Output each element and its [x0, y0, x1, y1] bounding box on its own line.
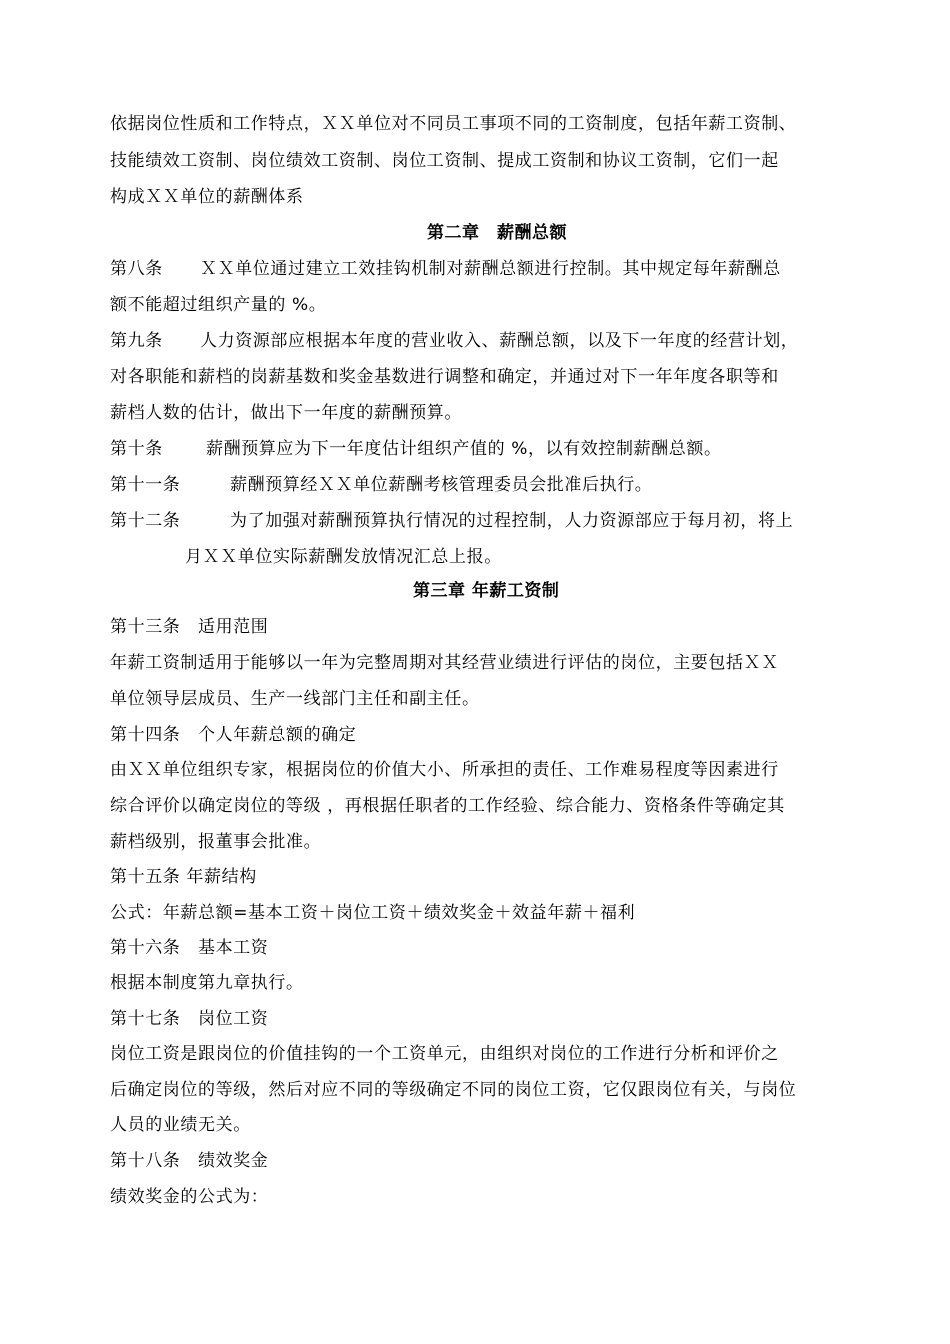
- article-8-number: 第八条: [110, 259, 163, 279]
- article-16-heading: 第十六条 基本工资: [110, 938, 269, 958]
- article-13-line-2: 单位领导层成员、生产一线部门主任和副主任。: [110, 689, 480, 709]
- article-14-line-2: 综合评价以确定岗位的等级 ，再根据任职者的工作经验、综合能力、资格条件等确定其: [110, 796, 785, 816]
- article-17-line-3: 人员的业绩无关。: [110, 1115, 251, 1135]
- article-18-heading: 第十八条 绩效奖金: [110, 1151, 269, 1171]
- article-18-line-1: 绩效奖金的公式为：: [110, 1187, 269, 1207]
- article-9-number: 第九条: [110, 331, 163, 351]
- article-17-line-1: 岗位工资是跟岗位的价值挂钩的一个工资单元，由组织对岗位的工作进行分析和评价之: [110, 1044, 779, 1064]
- article-16-line-1: 根据本制度第九章执行。: [110, 973, 304, 993]
- article-13-heading: 第十三条 适用范围: [110, 617, 269, 637]
- article-10-number: 第十条: [110, 439, 163, 459]
- article-11-text-1: 薪酬预算经ＸＸ单位薪酬考核管理委员会批准后执行。: [230, 475, 653, 495]
- article-8-line-2: 额不能超过组织产量的 %。: [110, 295, 327, 315]
- article-13-line-1: 年薪工资制适用于能够以一年为完整周期对其经营业绩进行评估的岗位，主要包括ＸＸ: [110, 653, 779, 673]
- article-9-line-3: 薪档人数的估计，做出下一年度的薪酬预算。: [110, 403, 462, 423]
- article-14-line-3: 薪档级别，报董事会批准。: [110, 832, 322, 852]
- article-17-heading: 第十七条 岗位工资: [110, 1009, 269, 1029]
- article-8-text-1: ＸＸ单位通过建立工效挂钩机制对薪酬总额进行控制。其中规定每年薪酬总: [200, 259, 781, 279]
- article-14-heading: 第十四条 个人年薪总额的确定: [110, 725, 357, 745]
- article-10-line-1: [110, 438, 722, 460]
- article-14-line-1: 由ＸＸ单位组织专家，根据岗位的价值大小、所承担的责任、工作难易程度等因素进行: [110, 760, 779, 780]
- article-8-line-1: [110, 258, 781, 280]
- article-12-number: 第十二条: [110, 511, 181, 531]
- article-11-line-1: [110, 474, 652, 496]
- intro-line-3: 构成ＸＸ单位的薪酬体系: [110, 187, 304, 207]
- article-15-heading: 第十五条 年薪结构: [110, 867, 257, 887]
- intro-line-1: 依据岗位性质和工作特点，ＸＸ单位对不同员工事项不同的工资制度，包括年薪工资制、: [110, 114, 797, 134]
- article-10-text-1: 薪酬预算应为下一年度估计组织产值的 %，以有效控制薪酬总额。: [206, 439, 722, 459]
- article-11-number: 第十一条: [110, 475, 181, 495]
- chapter-2-title: 第二章 薪酬总额: [427, 223, 567, 243]
- article-12-line-1: [110, 510, 793, 532]
- article-12-line-2: 月ＸＸ单位实际薪酬发放情况汇总上报。: [185, 547, 502, 567]
- article-9-line-1: [110, 330, 798, 352]
- article-12-text-1: 为了加强对薪酬预算执行情况的过程控制，人力资源部应于每月初，将上: [230, 511, 794, 531]
- chapter-3-title: 第三章 年薪工资制: [413, 581, 560, 601]
- intro-line-2: 技能绩效工资制、岗位绩效工资制、岗位工资制、提成工资制和协议工资制，它们一起: [110, 151, 779, 171]
- article-9-line-2: 对各职能和薪档的岗薪基数和奖金基数进行调整和确定，并通过对下一年年度各职等和: [110, 367, 779, 387]
- article-15-formula: 公式：年薪总额=基本工资＋岗位工资＋绩效奖金＋效益年薪＋福利: [110, 903, 636, 923]
- article-17-line-2: 后确定岗位的等级，然后对应不同的等级确定不同的岗位工资，它仅跟岗位有关，与岗位: [110, 1080, 797, 1100]
- article-9-text-1: 人力资源部应根据本年度的营业收入、薪酬总额，以及下一年度的经营计划，: [200, 331, 799, 351]
